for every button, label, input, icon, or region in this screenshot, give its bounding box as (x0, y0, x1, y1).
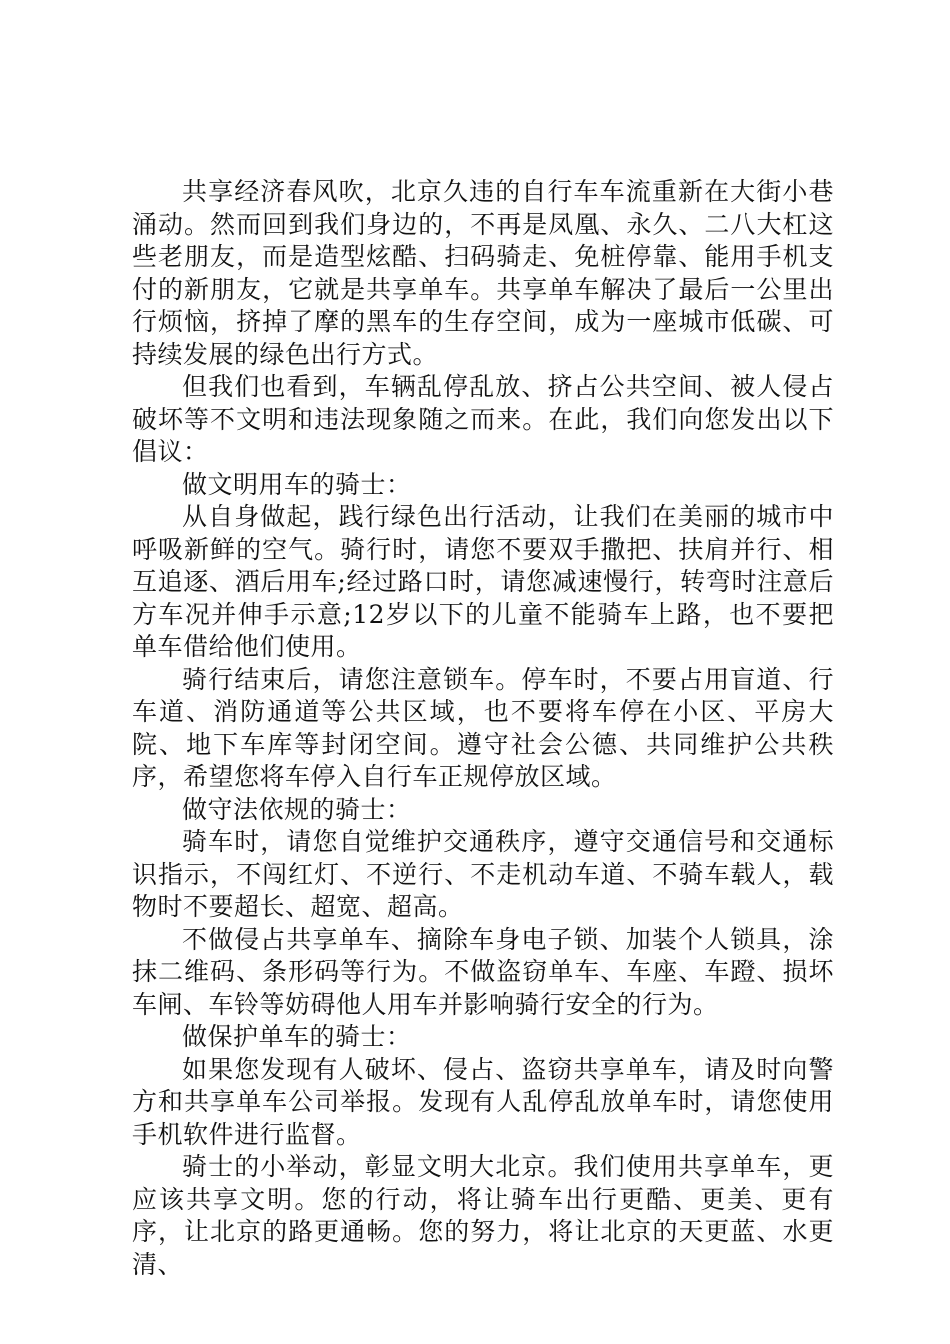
paragraph-riding-rules: 从自身做起，践行绿色出行活动，让我们在美丽的城市中呼吸新鲜的空气。骑行时，请您不要双手撒把、扶肩并行、相互追逐、酒后用车;经过路口时，请您减速慢行，转弯时注意后方车况并伸手示意;12岁以下的儿童不能骑车上路，也不要把单车借给他们使用。 (132, 502, 834, 661)
paragraph-parking-rules: 骑行结束后，请您注意锁车。停车时，不要占用盲道、行车道、消防通道等公共区域，也不要将车停在小区、平房大院、地下车库等封闭空间。遵守社会公德、共同维护公共秩序，希望您将车停入自行车正规停放区域。 (132, 664, 834, 791)
paragraph-closing: 骑士的小举动，彰显文明大北京。我们使用共享单车，更应该共享文明。您的行动，将让骑车出行更酷、更美、更有序，让北京的路更通畅。您的努力，将让北京的天更蓝、水更清、 (132, 1152, 834, 1279)
heading-civilized-rider: 做文明用车的骑士： (182, 469, 412, 499)
paragraph-intro: 共享经济春风吹，北京久违的自行车车流重新在大街小巷涌动。然而回到我们身边的，不再是凤凰、永久、二八大杠这些老朋友，而是造型炫酷、扫码骑走、免桩停靠、能用手机支付的新朋友，它就是共享单车。共享单车解决了最后一公里出行烦恼，挤掉了摩的黑车的生存空间，成为一座城市低碳、可持续发展的绿色出行方式。 (132, 177, 834, 369)
paragraph-problem: 但我们也看到，车辆乱停乱放、挤占公共空间、被人侵占破坏等不文明和违法现象随之而来。在此，我们向您发出以下倡议： (132, 372, 834, 466)
document-body (132, 176, 834, 1281)
paragraph-no-vandalism: 不做侵占共享单车、摘除车身电子锁、加装个人锁具，涂抹二维码、条形码等行为。不做盗窃单车、车座、车蹬、损坏车闸、车铃等妨碍他人用车并影响骑行安全的行为。 (132, 924, 834, 1019)
heading-lawful-rider: 做守法依规的骑士： (182, 794, 412, 824)
paragraph-reporting: 如果您发现有人破坏、侵占、盗窃共享单车，请及时向警方和共享单车公司举报。发现有人乱停乱放单车时，请您使用手机软件进行监督。 (132, 1054, 834, 1149)
paragraph-traffic-rules: 骑车时，请您自觉维护交通秩序，遵守交通信号和交通标识指示，不闯红灯、不逆行、不走机动车道、不骑车载人，载物时不要超长、超宽、超高。 (132, 827, 834, 921)
heading-protective-rider: 做保护单车的骑士： (182, 1022, 412, 1051)
